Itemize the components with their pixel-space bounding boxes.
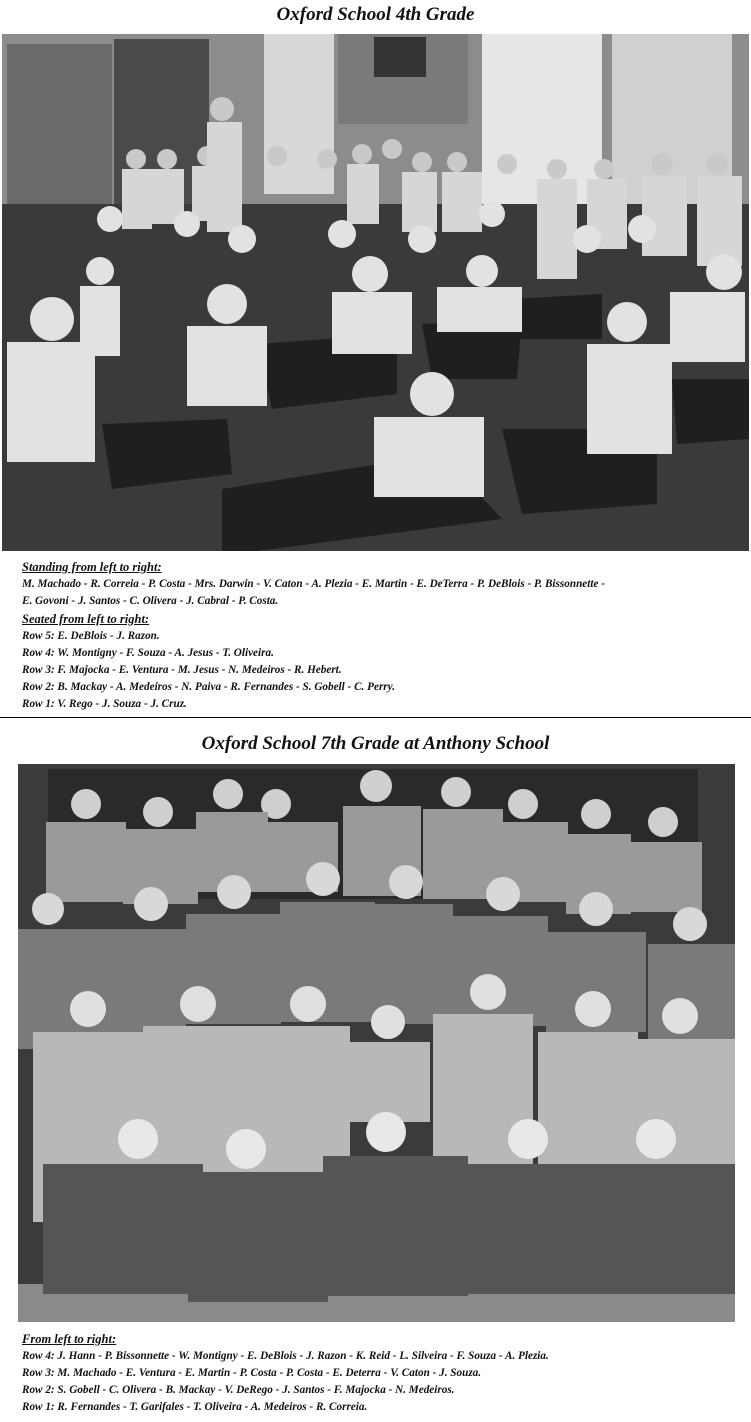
seated-row: Row 2: B. Mackay - A. Medeiros - N. Paiva - R. Fernandes - S. Gobell - C. Perry. [22, 681, 395, 693]
seated-row: Row 1: V. Rego - J. Souza - J. Cruz. [22, 698, 187, 710]
row-line: Row 2: S. Gobell - C. Olivera - B. Mackay - V. DeRego - J. Santos - F. Majocka - N. Medeiros. [22, 1384, 455, 1396]
standing-line: E. Govoni - J. Santos - C. Olivera - J. Cabral - P. Costa. [22, 595, 279, 607]
seated-row: Row 4: W. Montigny - F. Souza - A. Jesus - T. Oliveira. [22, 647, 274, 659]
standing-heading: Standing from left to right: [22, 560, 162, 574]
row-line: Row 1: R. Fernandes - T. Garifales - T. Oliveira - A. Medeiros - R. Correia. [22, 1401, 368, 1413]
row-line: Row 4: J. Hann - P. Bissonnette - W. Montigny - E. DeBlois - J. Razon - K. Reid - L. Silveira - F. Souza - A. Plezia. [22, 1350, 549, 1362]
seated-row: Row 5: E. DeBlois - J. Razon. [22, 630, 160, 642]
photo-caption-7th-grade [22, 1330, 742, 1416]
row-line: Row 3: M. Machado - E. Ventura - E. Martin - P. Costa - P. Costa - E. Deterra - V. Caton - J. Souza. [22, 1367, 482, 1379]
seated-row: Row 3: F. Majocka - E. Ventura - M. Jesus - N. Medeiros - R. Hebert. [22, 664, 342, 676]
section-divider [0, 717, 751, 718]
row-heading: From left to right: [22, 1332, 117, 1346]
photo-caption-4th-grade [22, 558, 742, 713]
class-photo-4th-grade [2, 34, 749, 551]
photo-title-7th-grade: Oxford School 7th Grade at Anthony School [201, 733, 550, 754]
seated-heading: Seated from left to right: [22, 612, 150, 626]
class-photo-7th-grade [18, 764, 735, 1322]
standing-line: M. Machado - R. Correia - P. Costa - Mrs. Darwin - V. Caton - A. Plezia - E. Martin - E. DeTerra - P. DeBlois - P. Bissonnette - [22, 578, 605, 590]
photo-title-4th-grade: Oxford School 4th Grade [276, 4, 475, 25]
